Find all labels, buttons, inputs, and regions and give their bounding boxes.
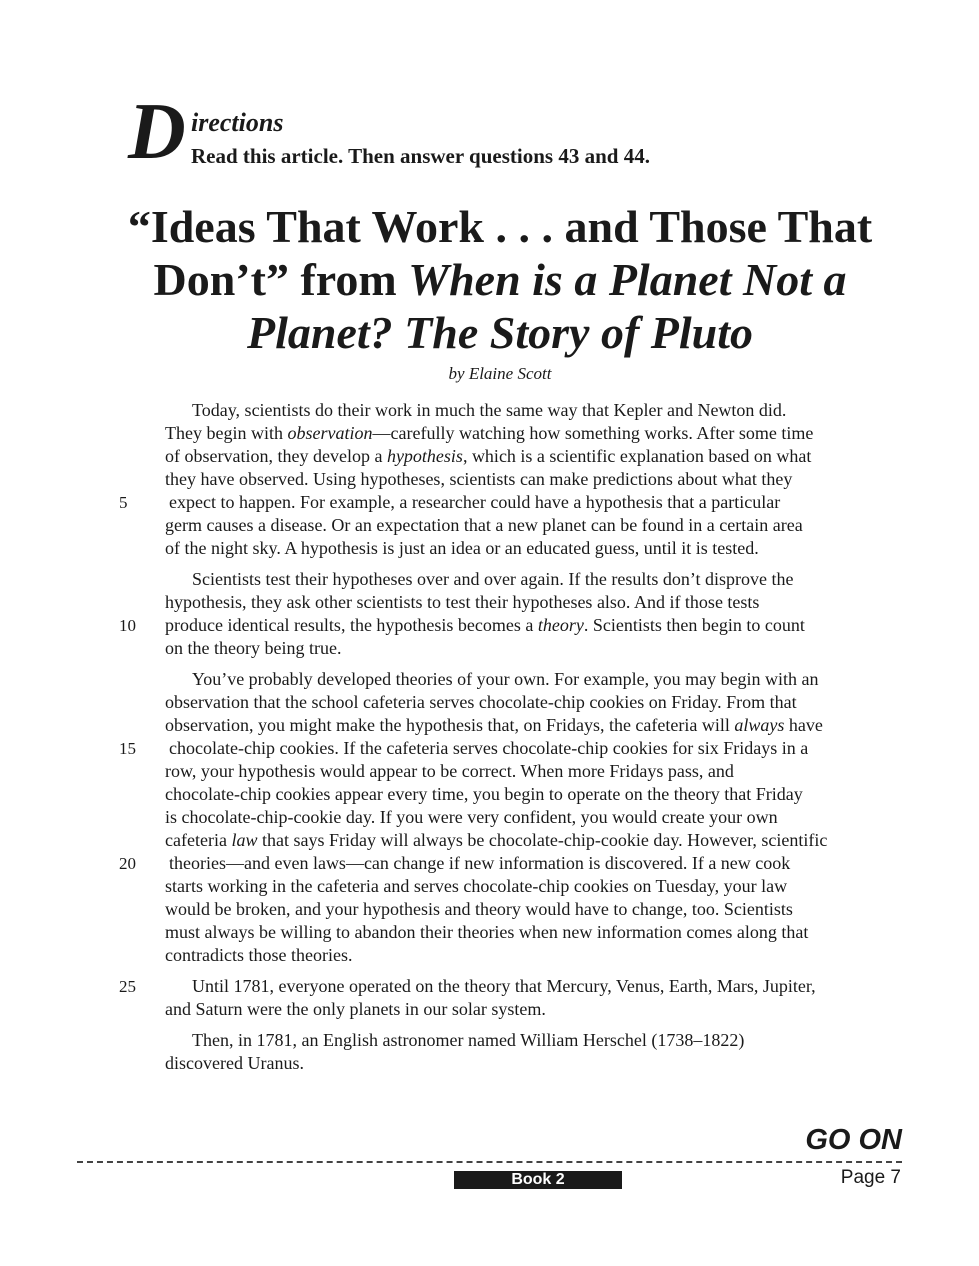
passage-line: they have observed. Using hypotheses, scientists can make predictions about what they xyxy=(165,469,793,489)
go-on-label: GO ON xyxy=(805,1124,902,1156)
line-number: 10 xyxy=(119,616,136,635)
passage-line: produce identical results, the hypothesis becomes a theory. Scientists then begin to count xyxy=(165,615,805,635)
passage-line: chocolate-chip cookies appear every time, you begin to operate on the theory that Friday xyxy=(165,784,803,804)
book-label: Book 2 xyxy=(454,1171,622,1189)
passage-line: cafeteria law that says Friday will always be chocolate-chip-cookie day. However, scientific xyxy=(165,830,828,850)
italic-term: always xyxy=(734,715,785,735)
directions-text: Read this article. Then answer questions 43 and 44. xyxy=(191,144,650,168)
passage-line: Until 1781, everyone operated on the theory that Mercury, Venus, Earth, Mars, Jupiter, xyxy=(192,976,816,996)
passage-line: row, your hypothesis would appear to be correct. When more Fridays pass, and xyxy=(165,761,734,781)
passage-line: expect to happen. For example, a researcher could have a hypothesis that a particular xyxy=(169,492,781,512)
passage-line: germ causes a disease. Or an expectation that a new planet can be found in a certain area xyxy=(165,515,803,535)
passage-line: Scientists test their hypotheses over and over again. If the results don’t disprove the xyxy=(192,569,794,589)
passage-line: chocolate-chip cookies. If the cafeteria serves chocolate-chip cookies for six Fridays in a xyxy=(169,738,809,758)
footer-divider xyxy=(77,1161,902,1163)
italic-term: theory xyxy=(537,615,584,635)
passage-line: observation, you might make the hypothesis that, on Fridays, the cafeteria will always have xyxy=(165,715,823,735)
passage-line: of the night sky. A hypothesis is just an idea or an educated guess, until it is tested. xyxy=(165,538,759,558)
passage-line: discovered Uranus. xyxy=(165,1053,304,1073)
passage-line: is chocolate-chip-cookie day. If you were very confident, you would create your own xyxy=(165,807,778,827)
title-line-3-italic: Planet? The Story of Pluto xyxy=(247,307,753,358)
italic-term: law xyxy=(231,830,258,850)
passage-line: Today, scientists do their work in much the same way that Kepler and Newton did. xyxy=(192,400,787,420)
passage-line: They begin with observation—carefully watching how something works. After some time xyxy=(165,423,814,443)
title-line-2-italic: When is a Planet Not a xyxy=(408,254,847,305)
italic-term: hypothesis xyxy=(386,446,463,466)
title-line-2-plain: Don’t” from xyxy=(153,254,409,305)
line-number: 20 xyxy=(119,854,136,873)
directions-word: irections xyxy=(191,108,284,137)
passage-line: theories—and even laws—can change if new information is discovered. If a new cook xyxy=(169,853,791,873)
passage-line: You’ve probably developed theories of your own. For example, you may begin with an xyxy=(192,669,819,689)
article-title xyxy=(110,200,890,359)
passage-line: must always be willing to abandon their theories when new information comes along that xyxy=(165,922,809,942)
line-number: 15 xyxy=(119,739,136,758)
title-line-1: “Ideas That Work . . . and Those That xyxy=(127,201,873,252)
passage-line: contradicts those theories. xyxy=(165,945,353,965)
passage-line: observation that the school cafeteria serves chocolate-chip cookies on Friday. From that xyxy=(165,692,797,712)
passage-line: and Saturn were the only planets in our solar system. xyxy=(165,999,546,1019)
passage-line: hypothesis, they ask other scientists to test their hypotheses also. And if those tests xyxy=(165,592,760,612)
directions-header xyxy=(128,88,828,180)
italic-term: observation xyxy=(287,423,373,443)
line-number: 25 xyxy=(119,977,136,996)
directions-drop-cap: D xyxy=(128,88,186,176)
passage-line: starts working in the cafeteria and serves chocolate-chip cookies on Tuesday, your law xyxy=(165,876,788,896)
page-number: Page 7 xyxy=(840,1167,901,1188)
passage-line: of observation, they develop a hypothesis, which is a scientific explanation based on what xyxy=(165,446,812,466)
passage-line: would be broken, and your hypothesis and theory would have to change, too. Scientists xyxy=(165,899,793,919)
line-number: 5 xyxy=(119,493,128,512)
passage-line: on the theory being true. xyxy=(165,638,342,658)
passage-line: Then, in 1781, an English astronomer named William Herschel (1738–1822) xyxy=(192,1030,745,1050)
byline: by Elaine Scott xyxy=(448,364,552,383)
